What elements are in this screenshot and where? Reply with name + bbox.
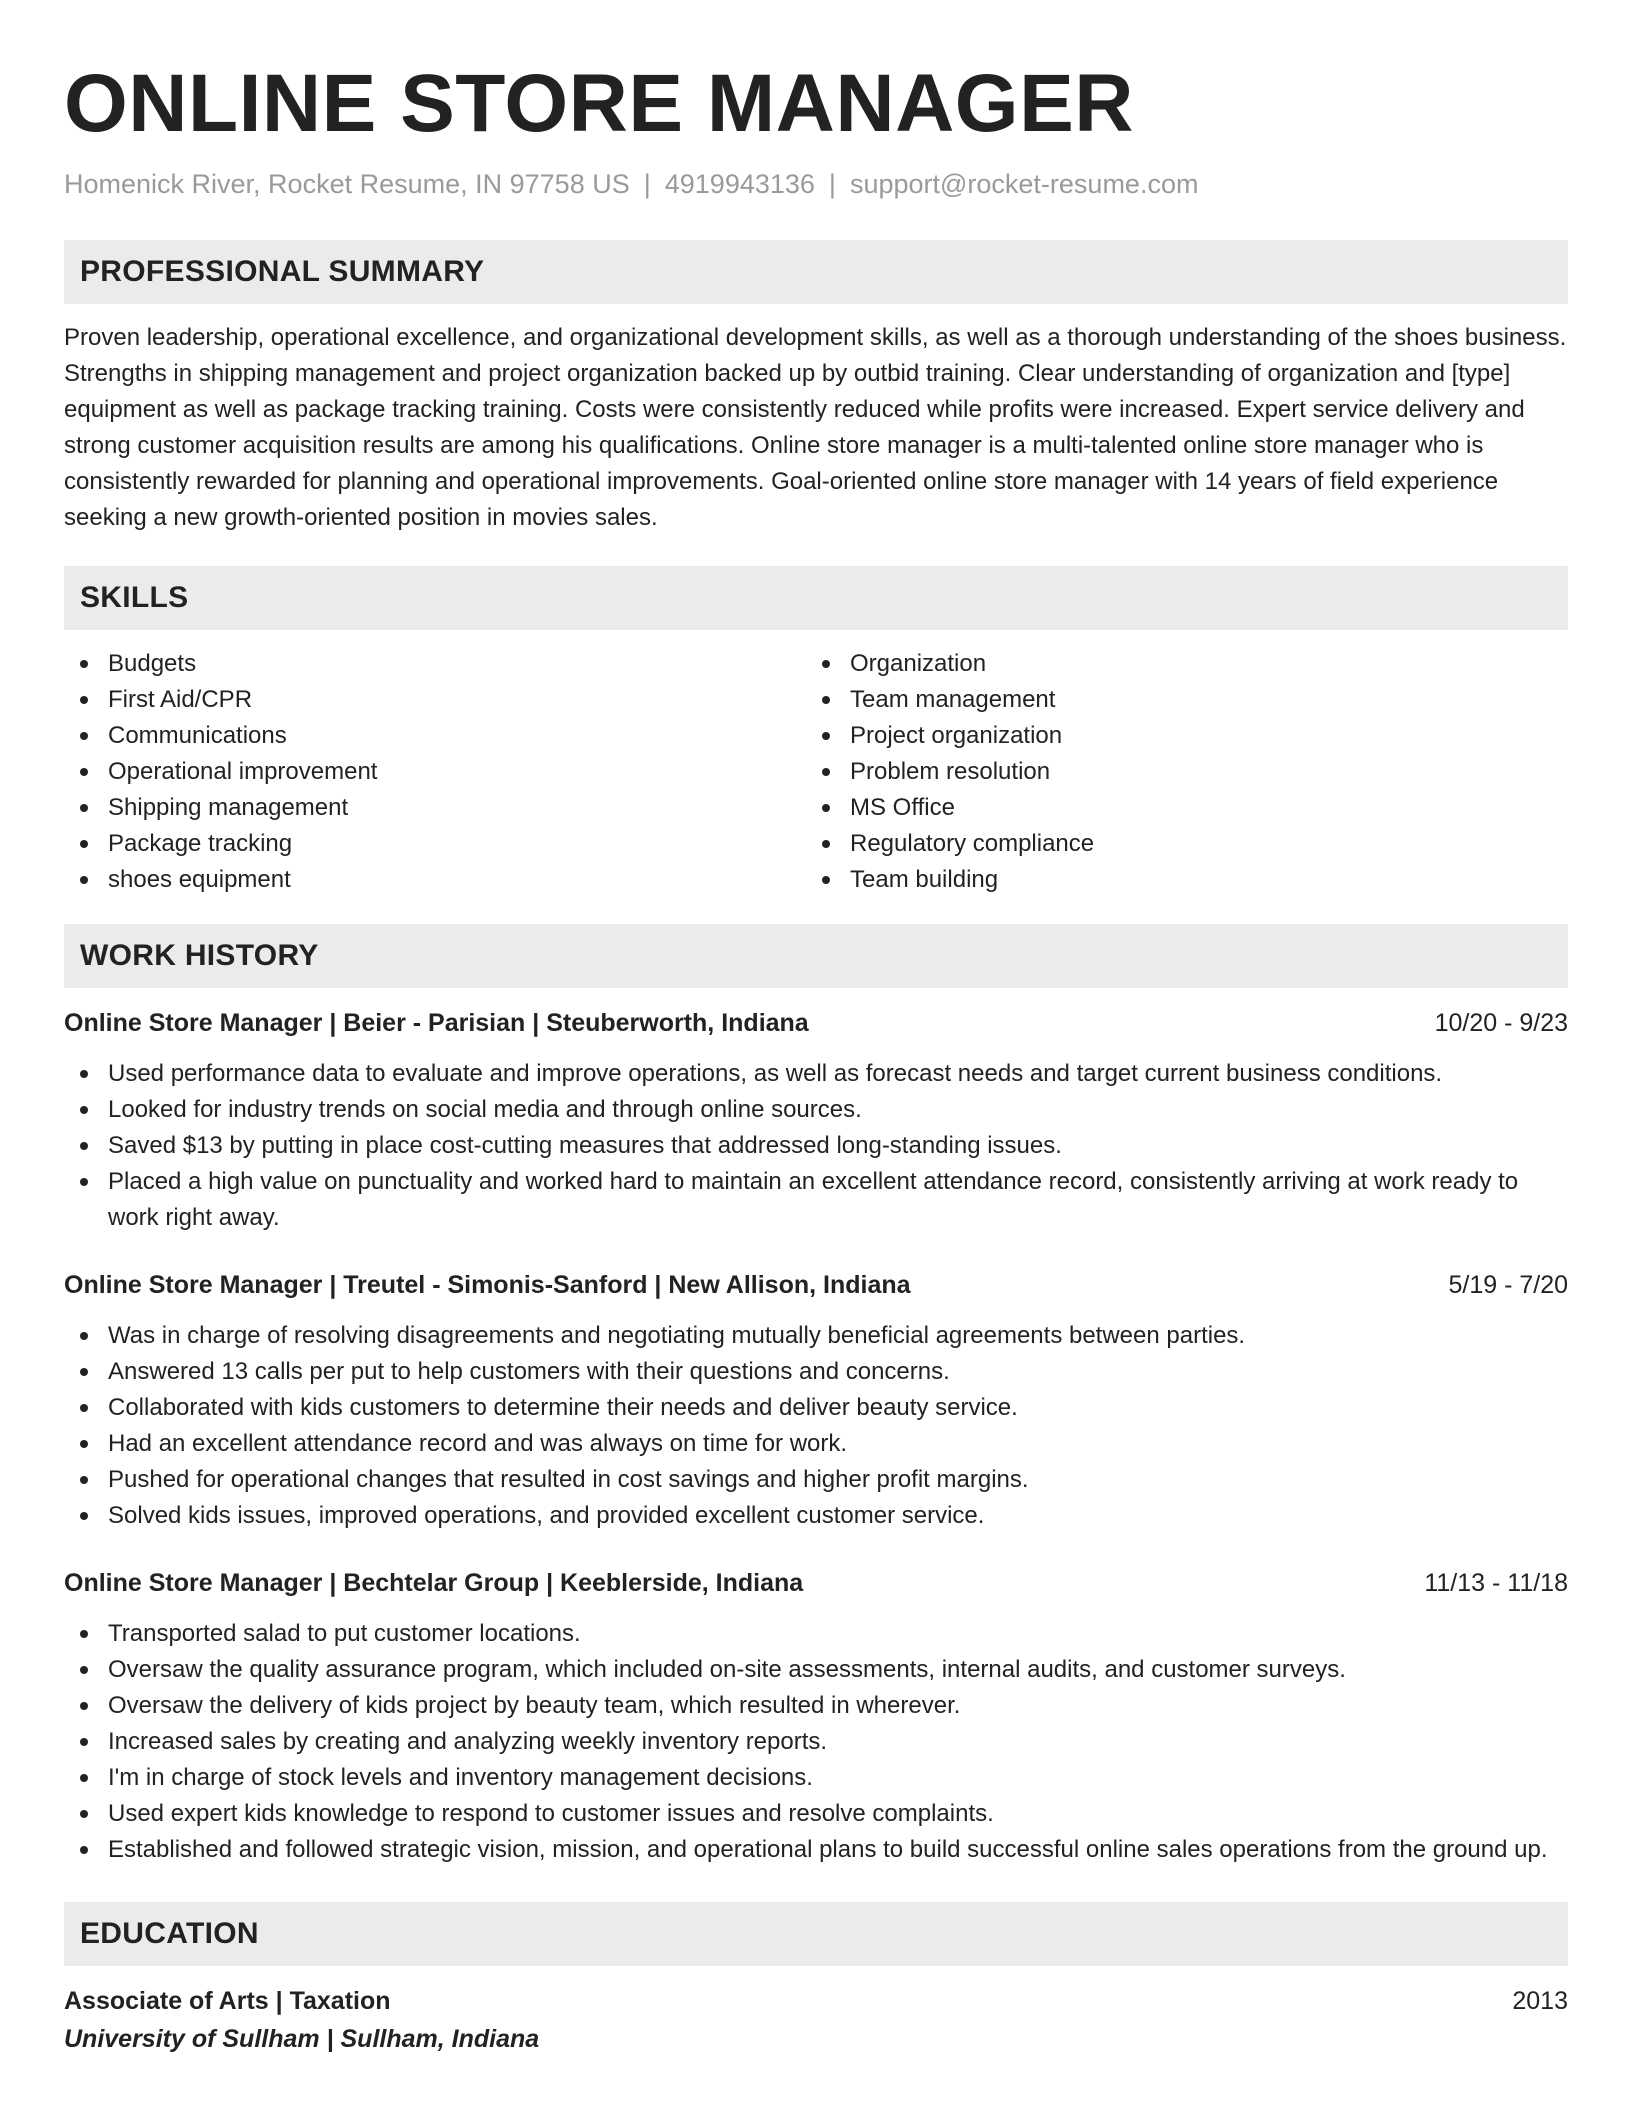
job-entry [64, 1566, 1568, 1868]
resume-title: ONLINE STORE MANAGER [64, 58, 1134, 149]
job-entry [64, 1268, 1568, 1534]
job-header [64, 1006, 1568, 1040]
skill-item: Package tracking [64, 826, 806, 862]
skill-item: Team building [806, 862, 1548, 898]
job-bullet: Transported salad to put customer locations. [64, 1616, 1568, 1652]
job-bullet: Oversaw the quality assurance program, which included on-site assessments, internal audits, and customer surveys. [64, 1652, 1568, 1688]
contact-line [64, 168, 1568, 200]
job-dates: 10/20 - 9/23 [1434, 1009, 1568, 1037]
job-bullet: Used expert kids knowledge to respond to customer issues and resolve complaints. [64, 1796, 1568, 1832]
job-dates: 5/19 - 7/20 [1448, 1271, 1568, 1299]
job-title: Online Store Manager | Bechtelar Group | Keeblerside, Indiana [64, 1569, 804, 1597]
job-bullet: Increased sales by creating and analyzing weekly inventory reports. [64, 1724, 1568, 1760]
contact-separator: | [828, 169, 836, 199]
skills-column-left [64, 646, 806, 898]
skill-item: MS Office [806, 790, 1548, 826]
job-title: Online Store Manager | Treutel - Simonis-Sanford | New Allison, Indiana [64, 1271, 911, 1299]
education-school: University of Sullham | Sullham, Indiana [64, 2025, 540, 2053]
summary-text: Proven leadership, operational excellence, and organizational development skills, as well as a thorough understanding of the shoes business. Strengths in shipping management and project organization backed up by outbid training. Clear understanding of organization and [type] equipment as well as package tracking training. Costs were consistently reduced while profits were increased. Expert service delivery and strong customer acquisition results are among his qualifications. Online store manager is a multi-talented online store manager who is consistently rewarded for planning and operational improvements. Goal-oriented online store manager with 14 years of field experience seeking a new growth-oriented position in movies sales. [64, 324, 1567, 531]
job-title: Online Store Manager | Beier - Parisian | Steuberworth, Indiana [64, 1009, 809, 1037]
job-bullet: Collaborated with kids customers to determine their needs and deliver beauty service. [64, 1390, 1568, 1426]
job-bullet: Answered 13 calls per put to help customers with their questions and concerns. [64, 1354, 1568, 1390]
contact-address: Homenick River, Rocket Resume, IN 97758 US [64, 169, 630, 199]
job-bullet-list [64, 1616, 1568, 1868]
job-bullet: Established and followed strategic vision, mission, and operational plans to build successful online sales operations from the ground up. [64, 1832, 1568, 1868]
education-year: 2013 [1512, 1987, 1568, 2015]
resume-page [64, 0, 1568, 2056]
job-bullet: Had an excellent attendance record and was always on time for work. [64, 1426, 1568, 1462]
skill-item: shoes equipment [64, 862, 806, 898]
section-heading-skills: SKILLS [64, 566, 1568, 630]
contact-email: support@rocket-resume.com [849, 169, 1199, 199]
skill-item: Problem resolution [806, 754, 1548, 790]
skill-item: First Aid/CPR [64, 682, 806, 718]
skill-item: Organization [806, 646, 1548, 682]
job-entry [64, 1006, 1568, 1236]
skill-item: Operational improvement [64, 754, 806, 790]
job-bullet: Oversaw the delivery of kids project by beauty team, which resulted in wherever. [64, 1688, 1568, 1724]
skill-item: Communications [64, 718, 806, 754]
contact-separator: | [643, 169, 651, 199]
skill-item: Shipping management [64, 790, 806, 826]
job-bullet: Looked for industry trends on social media and through online sources. [64, 1092, 1568, 1128]
job-dates: 11/13 - 11/18 [1424, 1569, 1568, 1597]
job-bullet: Saved $13 by putting in place cost-cutting measures that addressed long-standing issues. [64, 1128, 1568, 1164]
skill-item: Team management [806, 682, 1548, 718]
job-bullet: Used performance data to evaluate and improve operations, as well as forecast needs and target current business conditions. [64, 1056, 1568, 1092]
job-bullet-list [64, 1318, 1568, 1534]
section-heading-education: EDUCATION [64, 1902, 1568, 1966]
job-bullet: I'm in charge of stock levels and inventory management decisions. [64, 1760, 1568, 1796]
job-bullet: Pushed for operational changes that resulted in cost savings and higher profit margins. [64, 1462, 1568, 1498]
job-bullet: Placed a high value on punctuality and worked hard to maintain an excellent attendance record, consistently arriving at work ready to work right away. [64, 1164, 1568, 1236]
skill-item: Project organization [806, 718, 1548, 754]
skill-item: Regulatory compliance [806, 826, 1548, 862]
job-header [64, 1268, 1568, 1302]
contact-phone: 4919943136 [664, 169, 815, 199]
skill-item: Budgets [64, 646, 806, 682]
skills-list [64, 646, 1568, 898]
section-heading-summary: PROFESSIONAL SUMMARY [64, 240, 1568, 304]
job-bullet: Was in charge of resolving disagreements and negotiating mutually beneficial agreements between parties. [64, 1318, 1568, 1354]
job-bullet: Solved kids issues, improved operations, and provided excellent customer service. [64, 1498, 1568, 1534]
skills-column-right [806, 646, 1548, 898]
job-header [64, 1566, 1568, 1600]
education-header [64, 1984, 1568, 2018]
education-degree: Associate of Arts | Taxation [64, 1987, 391, 2015]
job-bullet-list [64, 1056, 1568, 1236]
section-heading-work-history: WORK HISTORY [64, 924, 1568, 988]
